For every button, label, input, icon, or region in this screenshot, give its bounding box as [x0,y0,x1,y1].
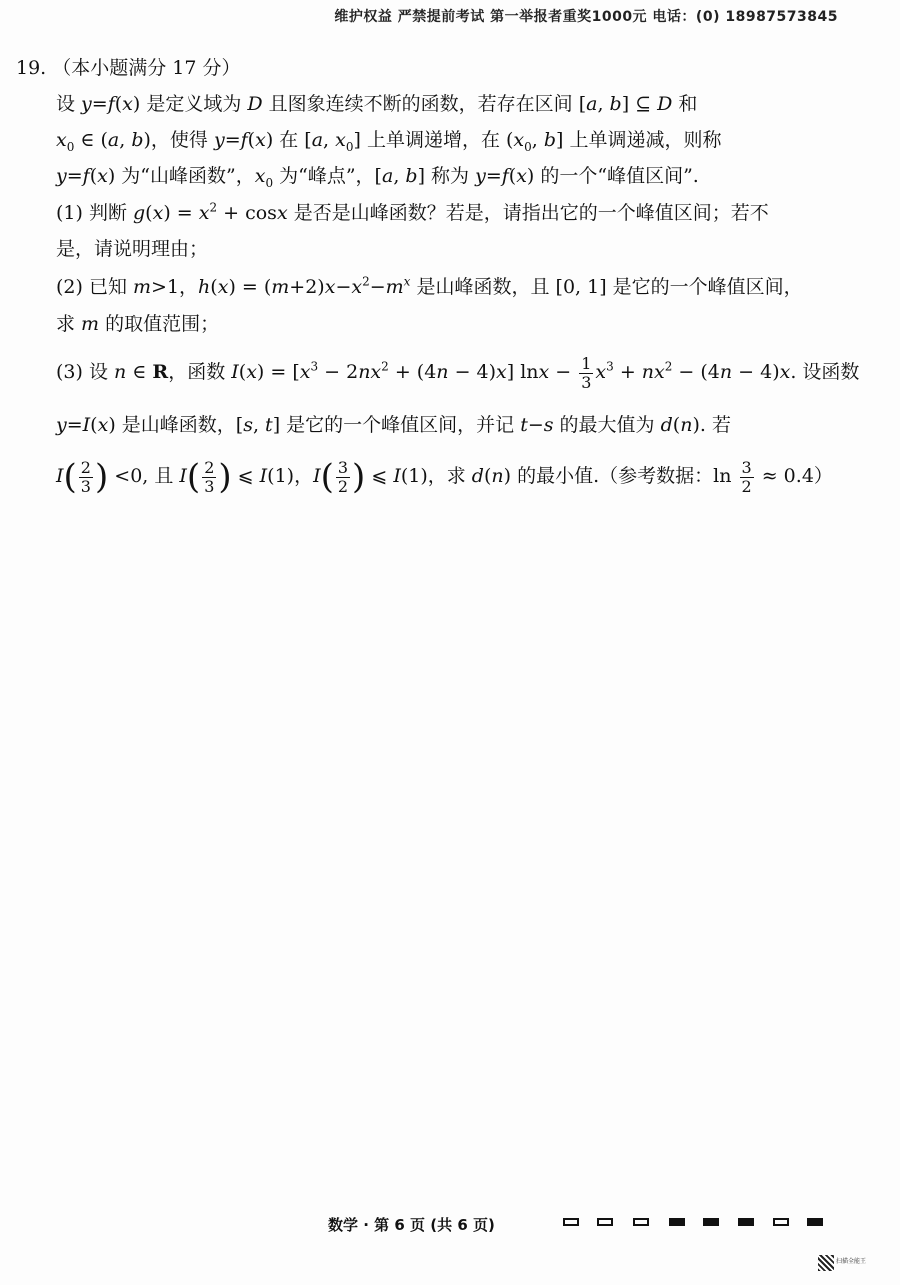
part-2-line-1: (2) 已知 m>1，$h(x) = (m+2)x-x^2-m^x$ 是山峰函数，且 [0, 1] 是它的一个峰值区间， [56,274,803,298]
page-footer: 数学 · 第 6 页 (共 6 页) [328,1216,495,1234]
qr-code-icon [818,1255,834,1271]
question-heading [16,50,241,86]
marker-box-empty [633,1218,649,1226]
part-2-line-2: 求 m 的取值范围； [56,313,220,335]
marker-box-filled [703,1218,719,1226]
definition-line-3: y=f(x) 为“山峰函数”，$x_0$ 为“峰点”，[a, b] 称为 y=f(x) 的一个“峰值区间”. [56,165,699,190]
scanner-label: 扫描全能王 [836,1258,867,1265]
page-header: 维护权益 严禁提前考试 第一举报者重奖1000元 电话：(0) 18987573845 [334,9,838,25]
marker-box-empty [597,1218,613,1226]
marker-box-empty [773,1218,789,1226]
marker-box-filled [738,1218,754,1226]
marker-box-filled [807,1218,823,1226]
definition-line-2: $x_0$ ∈ (a, b)，使得 y=f(x) 在 [a, $x_0$] 上单调递增，在 ($x_0$, b] 上单调递减，则称 [56,129,722,154]
question-number: 19. [16,57,47,79]
part-3-line-1: (3) 设 n ∈ R，函数 $I(x) = [x^3 - 2nx^2 + (4n - 4)x] \ln x$ − $\frac{1}{3}$ $x^3 + nx^2 - (4n - 4)x$. 设函数 [56,353,860,392]
question-score: （本小题满分 17 分） [52,57,241,79]
part-3-line-2: y=I(x) 是山峰函数，[s, t] 是它的一个峰值区间，并记 t−s 的最大值为 d(n). 若 [56,414,731,436]
part-1-line-1: (1) 判断 $g(x) = x^2 + \cos x$ 是否是山峰函数？若是，请指出它的一个峰值区间；若不 [56,200,769,224]
marker-box-empty [563,1218,579,1226]
marker-box-filled [669,1218,685,1226]
part-1-line-2: 是，请说明理由； [56,238,209,260]
part-3-line-3: I( $\frac{2}{3}$ ) <0, 且 I( $\frac{2}{3}$ ) ⩽ I(1)，I( $\frac{3}{2}$ ) ⩽ I(1)，求 d(n) 的最小值.（参考数据：ln $\frac{3}{2}$ ≈ 0.4） [56,457,833,497]
definition-line-1: 设 y=f(x) 是定义域为 D 且图象连续不断的函数，若存在区间 [a, b] ⊆ D 和 [56,93,698,115]
